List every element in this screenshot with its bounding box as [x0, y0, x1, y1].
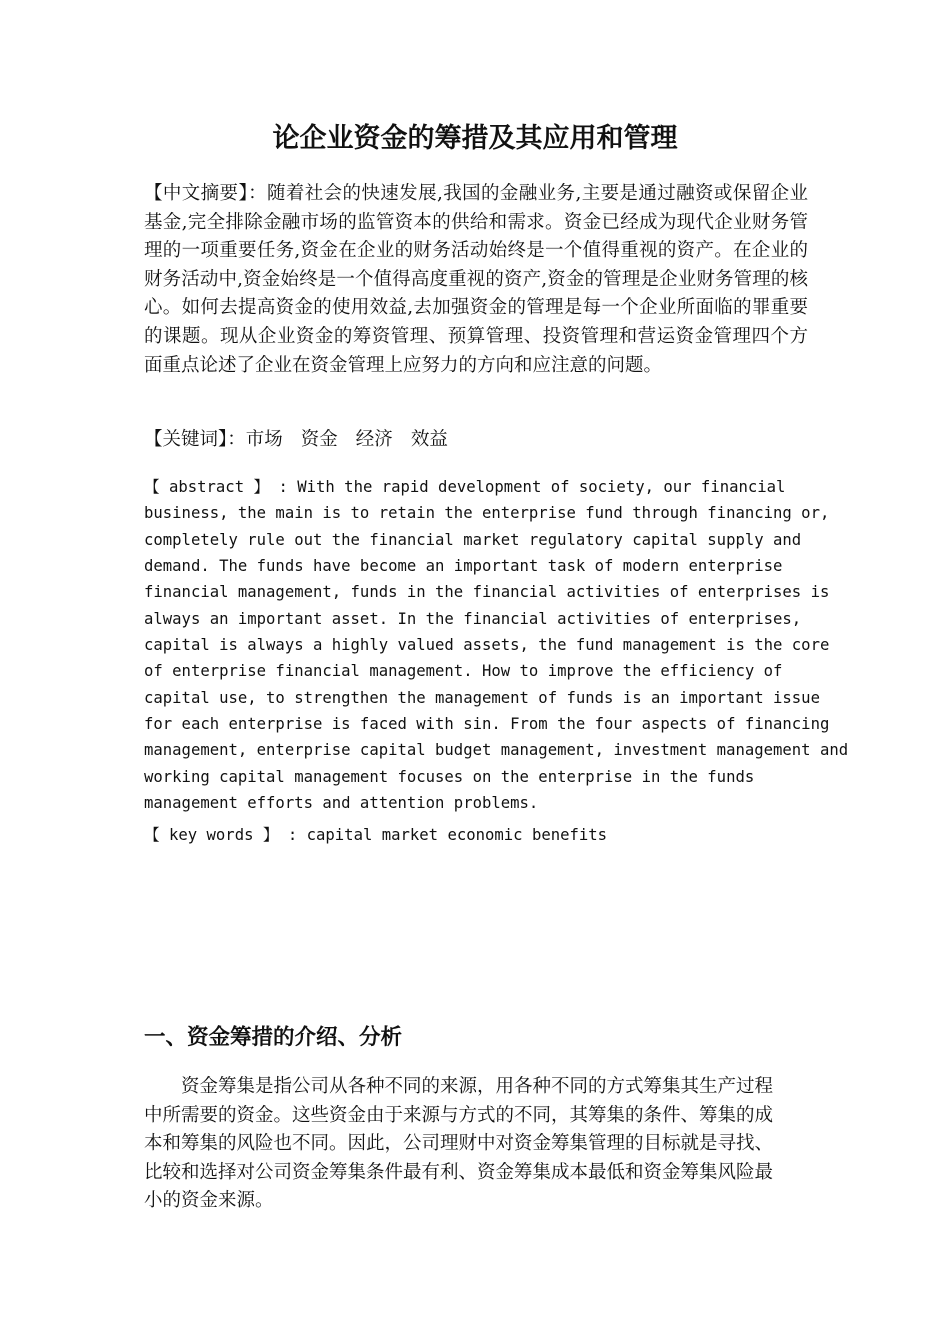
chinese-keyword: 效益: [410, 429, 448, 450]
english-abstract-line: management efforts and attention problems.: [144, 794, 539, 813]
paragraph-line: 本和筹集的风险也不同。因此，公司理财中对资金筹集管理的目标就是寻找、: [144, 1133, 774, 1155]
english-abstract-line: management, enterprise capital budget management, investment management and: [144, 741, 849, 760]
chinese-abstract-text: 随着社会的快速发展,我国的金融业务,主要是通过融资或保留企业基金,完全排除金融市场的监管资本的供给和需求。资金已经成为现代企业财务管理的一项重要任务,资金在企业的财务活动始终是一个值得重视的资产。在企业的财务活动中,资金始终是一个值得高度重视的资产,资金的管理是企业财务管理的核心。如何去提高资金的使用效益,去加强资金的管理是每一个企业所面临的罪重要的课题。现从企业资金的筹资管理、预算管理、投资管理和营运资金管理四个方面重点论述了企业在资金管理上应努力的方向和应注意的问题。: [144, 183, 808, 376]
chinese-keyword: 资金: [300, 429, 338, 450]
english-abstract-line: completely rule out the financial market regulatory capital supply and: [144, 530, 802, 549]
paragraph-line: 中所需要的资金。这些资金由于来源与方式的不同，其筹集的条件、筹集的成: [144, 1104, 774, 1126]
english-abstract-line: demand. The funds have become an important task of modern enterprise: [144, 557, 783, 576]
english-keywords: 【 key words 】 : capital market economic benefits: [144, 826, 608, 844]
english-abstract-line: working capital management focuses on the enterprise in the funds: [144, 767, 755, 786]
chinese-abstract: [144, 180, 808, 380]
chinese-abstract-label: 【中文摘要】：: [144, 183, 267, 204]
english-abstract-line: always an important asset. In the financial activities of enterprises,: [144, 609, 802, 628]
section-paragraph: [144, 1073, 808, 1216]
paragraph-line: 比较和选择对公司资金筹集条件最有利、资金筹集成本最低和资金筹集风险最: [144, 1161, 774, 1183]
chinese-keywords: [144, 426, 808, 454]
english-abstract-line: business, the main is to retain the enterprise fund through financing or,: [144, 504, 830, 523]
chinese-keyword: 市场: [245, 429, 283, 450]
english-abstract-line: financial management, funds in the financial activities of enterprises is: [144, 583, 830, 602]
english-abstract-line: 【 abstract 】 : With the rapid development of society, our financial: [144, 478, 786, 496]
chinese-keyword: 经济: [355, 429, 393, 450]
english-abstract-line: of enterprise financial management. How to improve the efficiency of: [144, 662, 783, 681]
section-heading: 一、资金筹措的介绍、分析: [144, 1025, 403, 1050]
english-abstract-line: capital use, to strengthen the management of funds is an important issue: [144, 688, 820, 707]
paragraph-line: 资金筹集是指公司从各种不同的来源，用各种不同的方式筹集其生产过程: [144, 1076, 774, 1097]
english-abstract: [144, 474, 849, 816]
document-title: 论企业资金的筹措及其应用和管理: [272, 123, 678, 154]
chinese-keywords-label: 【关键词】：: [144, 429, 246, 450]
english-abstract-line: capital is always a highly valued assets, the fund management is the core: [144, 636, 830, 655]
paragraph-line: 小的资金来源。: [144, 1190, 274, 1212]
english-abstract-line: for each enterprise is faced with sin. From the four aspects of financing: [144, 715, 830, 734]
